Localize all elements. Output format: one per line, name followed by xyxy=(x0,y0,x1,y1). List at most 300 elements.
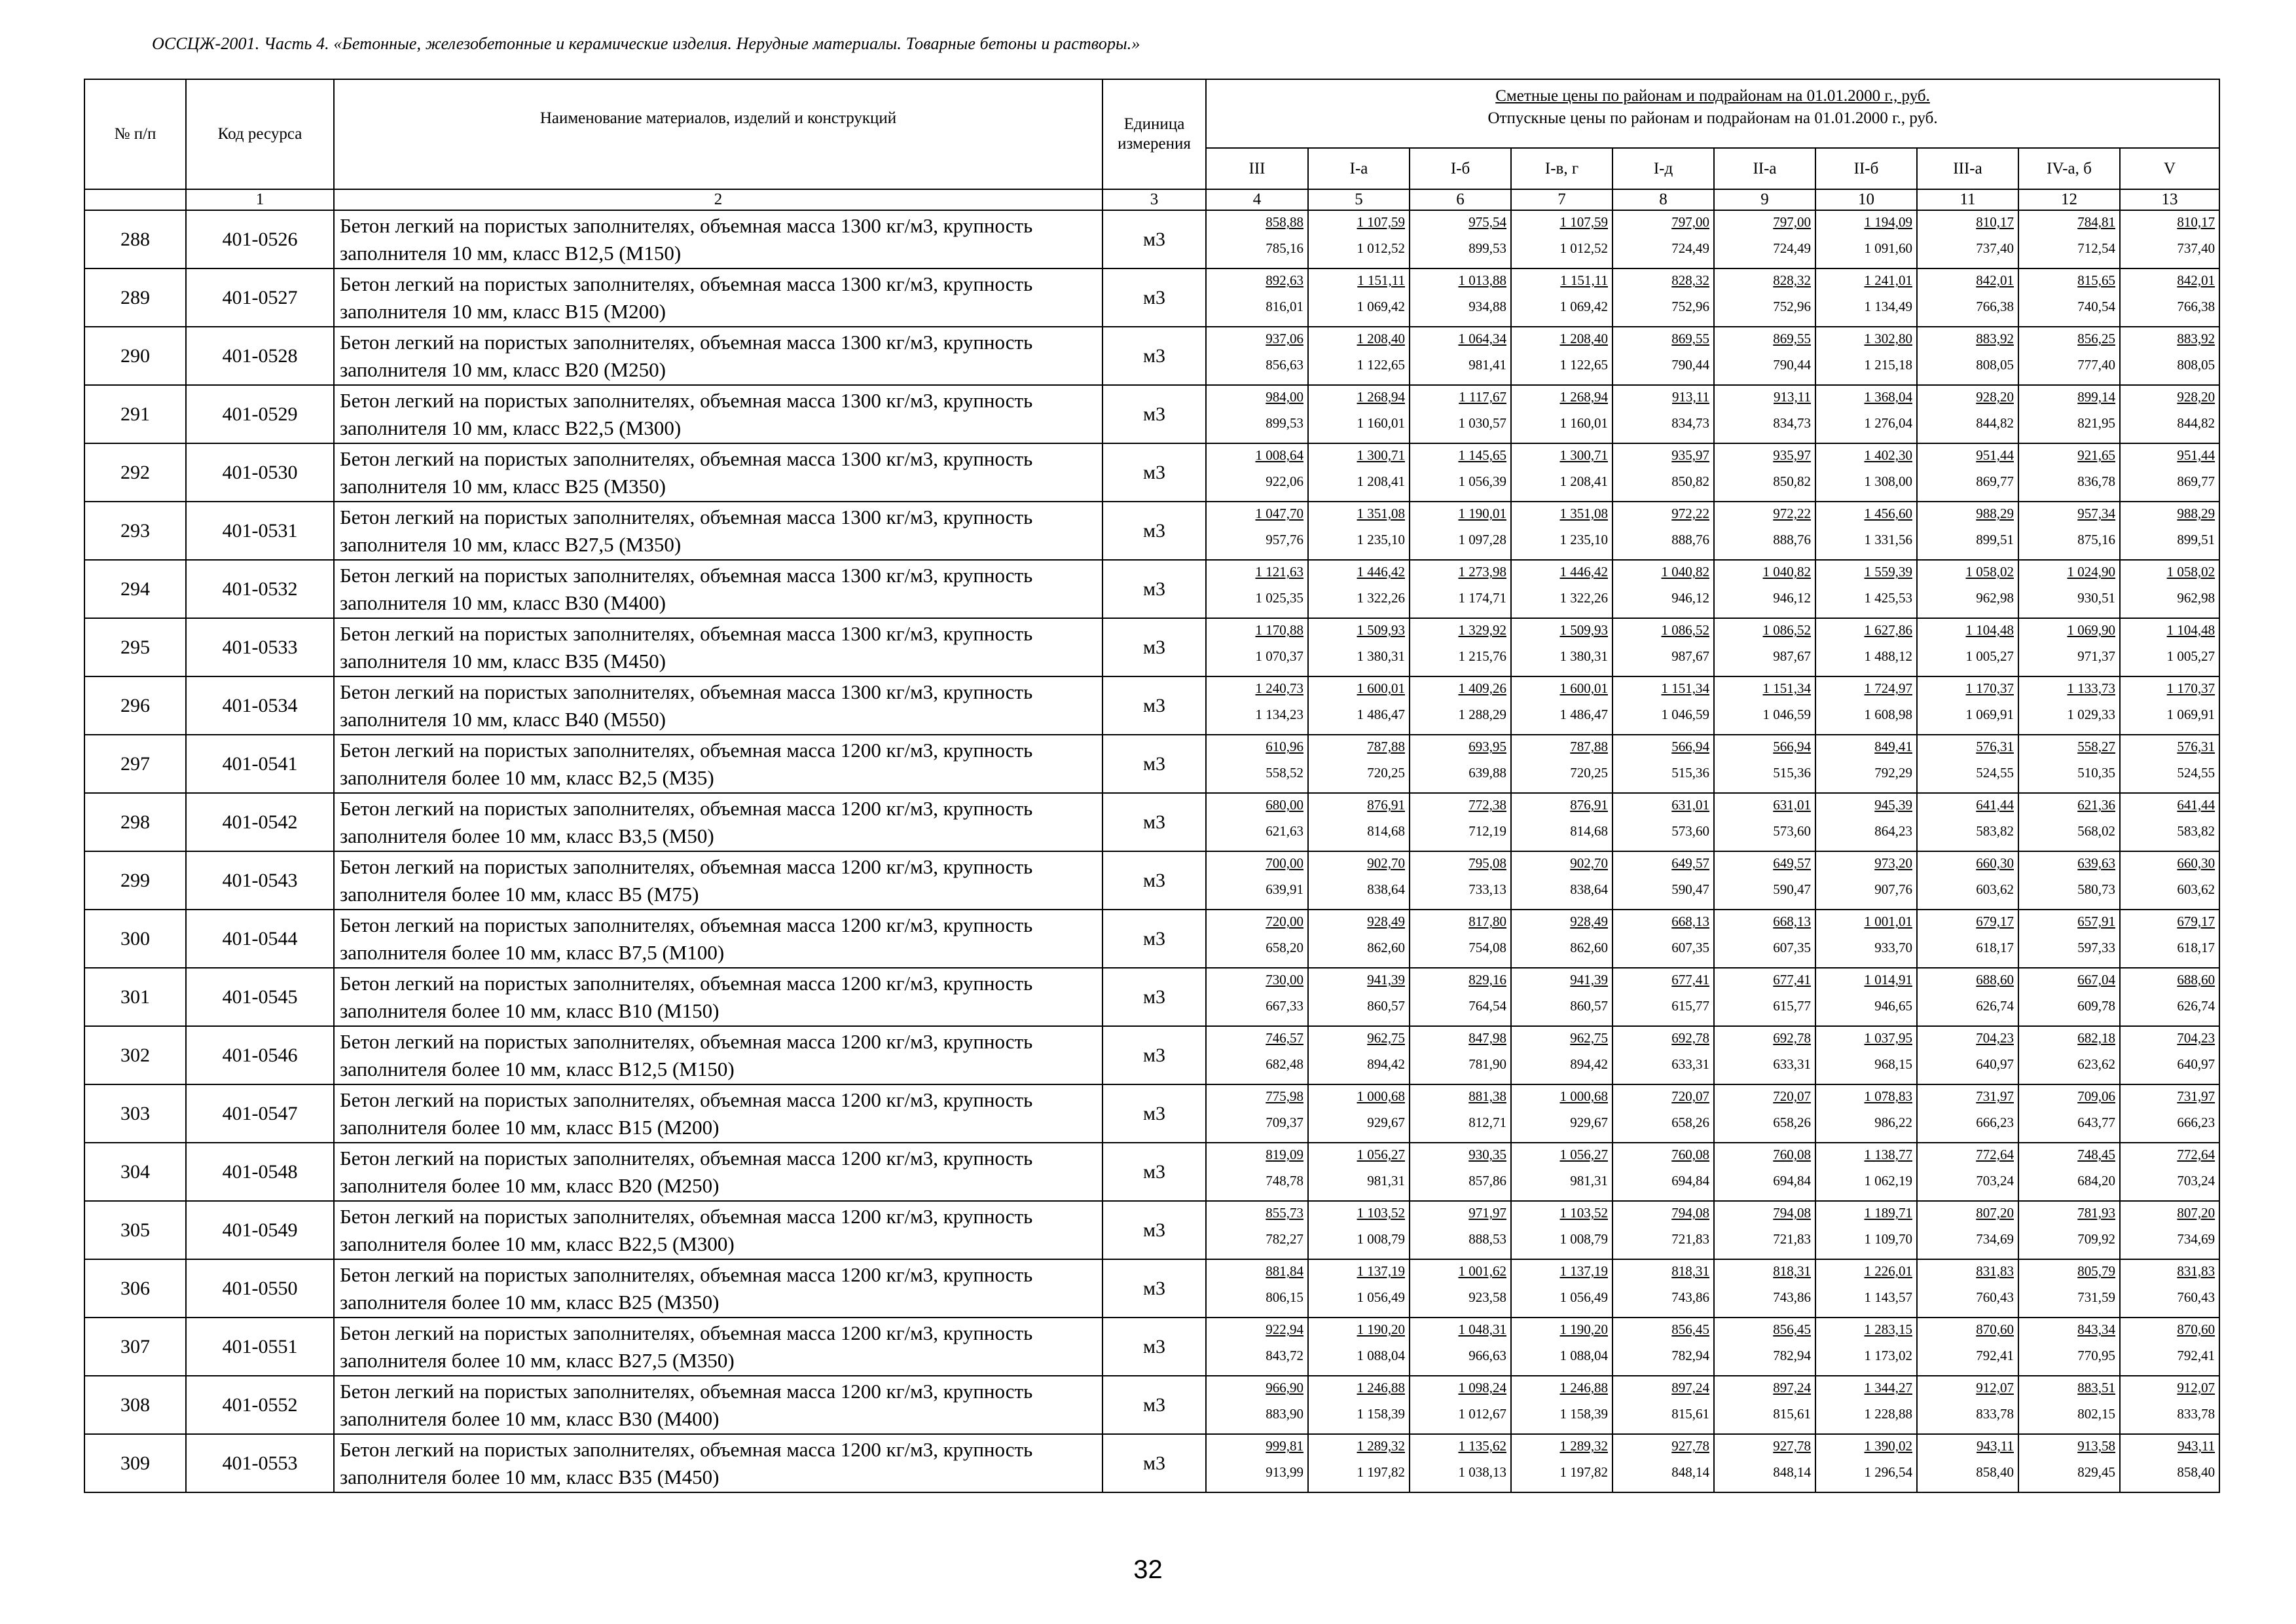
resource-code: 401-0530 xyxy=(186,443,334,502)
estimate-price: 1 151,34 xyxy=(1661,680,1709,696)
release-price: 1 012,52 xyxy=(1357,240,1405,256)
unit: м3 xyxy=(1102,1201,1206,1259)
estimate-price: 795,08 xyxy=(1468,855,1506,871)
estimate-price: 883,92 xyxy=(2177,331,2215,346)
price-cell xyxy=(2120,210,2219,268)
price-cell xyxy=(1410,676,1511,735)
release-price: 603,62 xyxy=(1976,881,2014,897)
price-cell xyxy=(1511,327,1613,385)
release-price: 838,64 xyxy=(1367,881,1405,897)
table-row xyxy=(84,910,2219,968)
release-price: 806,15 xyxy=(1266,1289,1303,1305)
estimate-price: 973,20 xyxy=(1874,855,1912,871)
estimate-price: 576,31 xyxy=(1976,739,2014,754)
price-cell xyxy=(1714,502,1815,560)
estimate-price: 962,75 xyxy=(1367,1030,1405,1046)
resource-code: 401-0545 xyxy=(186,968,334,1026)
release-price: 986,22 xyxy=(1874,1115,1912,1130)
estimate-price: 941,39 xyxy=(1570,972,1608,987)
row-number: 297 xyxy=(84,735,186,793)
release-price: 1 380,31 xyxy=(1357,648,1405,664)
release-price: 754,08 xyxy=(1468,940,1506,955)
col-header-num: № п/п xyxy=(84,79,186,189)
estimate-price: 1 190,20 xyxy=(1559,1321,1608,1337)
release-price: 609,78 xyxy=(2077,998,2115,1014)
price-cell xyxy=(1308,1026,1410,1084)
release-price: 1 012,67 xyxy=(1458,1406,1506,1422)
release-price: 1 122,65 xyxy=(1357,357,1405,373)
release-price: 658,26 xyxy=(1773,1115,1811,1130)
release-price: 860,57 xyxy=(1367,998,1405,1014)
release-price: 721,83 xyxy=(1671,1231,1709,1247)
price-cell xyxy=(1714,268,1815,327)
release-price: 515,36 xyxy=(1671,765,1709,781)
price-cell xyxy=(1917,385,2018,443)
release-price: 1 215,76 xyxy=(1458,648,1506,664)
price-cell xyxy=(2120,327,2219,385)
release-price: 790,44 xyxy=(1671,357,1709,373)
estimate-price: 818,31 xyxy=(1671,1263,1709,1279)
estimate-price: 639,63 xyxy=(2077,855,2115,871)
release-price: 1 228,88 xyxy=(1864,1406,1912,1422)
column-number: 4 xyxy=(1206,189,1308,210)
price-cell xyxy=(1308,210,1410,268)
estimate-price: 945,39 xyxy=(1874,797,1912,813)
unit: м3 xyxy=(1102,1434,1206,1492)
price-header-release: Отпускные цены по районам и подрайонам на 01.01.2000 г., руб. xyxy=(1487,109,1938,127)
price-cell xyxy=(1206,1318,1308,1376)
estimate-price: 748,45 xyxy=(2077,1147,2115,1162)
release-price: 781,90 xyxy=(1468,1056,1506,1072)
price-cell xyxy=(1714,793,1815,851)
estimate-price: 892,63 xyxy=(1266,272,1303,288)
price-cell xyxy=(2120,1318,2219,1376)
price-cell xyxy=(1714,1318,1815,1376)
unit: м3 xyxy=(1102,851,1206,910)
unit: м3 xyxy=(1102,1318,1206,1376)
release-price: 836,78 xyxy=(2077,473,2115,489)
release-price: 1 069,42 xyxy=(1559,299,1608,314)
price-cell xyxy=(1917,268,2018,327)
resource-code: 401-0546 xyxy=(186,1026,334,1084)
price-cell xyxy=(2018,1434,2120,1492)
price-cell xyxy=(1410,385,1511,443)
release-price: 743,86 xyxy=(1671,1289,1709,1305)
release-price: 883,90 xyxy=(1266,1406,1303,1422)
price-cell xyxy=(1917,851,2018,910)
estimate-price: 677,41 xyxy=(1773,972,1811,987)
release-price: 929,67 xyxy=(1570,1115,1608,1130)
table-row xyxy=(84,1084,2219,1143)
release-price: 1 091,60 xyxy=(1864,240,1912,256)
release-price: 864,23 xyxy=(1874,823,1912,839)
estimate-price: 772,64 xyxy=(1976,1147,2014,1162)
release-price: 869,77 xyxy=(2177,473,2215,489)
estimate-price: 881,38 xyxy=(1468,1088,1506,1104)
estimate-price: 1 170,88 xyxy=(1255,622,1303,638)
estimate-price: 1 246,88 xyxy=(1357,1380,1405,1395)
unit: м3 xyxy=(1102,1084,1206,1143)
release-price: 968,15 xyxy=(1874,1056,1912,1072)
estimate-price: 1 107,59 xyxy=(1357,214,1405,230)
estimate-price: 1 058,02 xyxy=(2166,564,2215,580)
release-price: 1 208,41 xyxy=(1357,473,1405,489)
price-cell xyxy=(1308,910,1410,968)
estimate-price: 621,36 xyxy=(2077,797,2115,813)
estimate-price: 688,60 xyxy=(1976,972,2014,987)
price-cell xyxy=(1917,1143,2018,1201)
release-price: 957,76 xyxy=(1266,532,1303,547)
price-cell xyxy=(1206,1434,1308,1492)
release-price: 766,38 xyxy=(1976,299,2014,314)
price-cell xyxy=(1206,968,1308,1026)
table-row xyxy=(84,793,2219,851)
release-price: 922,06 xyxy=(1266,473,1303,489)
release-price: 1 174,71 xyxy=(1458,590,1506,606)
price-cell xyxy=(2120,1026,2219,1084)
estimate-price: 810,17 xyxy=(1976,214,2014,230)
price-cell xyxy=(1511,910,1613,968)
estimate-price: 897,24 xyxy=(1773,1380,1811,1395)
material-name: Бетон легкий на пористых заполнителях, объемная масса 1200 кг/м3, крупность заполнителя более 10 мм, класс В15 (М200) xyxy=(334,1084,1102,1143)
estimate-price: 1 509,93 xyxy=(1559,622,1608,638)
unit: м3 xyxy=(1102,968,1206,1026)
estimate-price: 668,13 xyxy=(1773,913,1811,929)
column-number: 10 xyxy=(1815,189,1917,210)
price-cell xyxy=(1308,327,1410,385)
release-price: 1 143,57 xyxy=(1864,1289,1912,1305)
estimate-price: 988,29 xyxy=(1976,506,2014,521)
price-cell xyxy=(1613,268,1714,327)
estimate-price: 957,34 xyxy=(2077,506,2115,521)
resource-code: 401-0529 xyxy=(186,385,334,443)
release-price: 633,31 xyxy=(1671,1056,1709,1072)
region-header: V xyxy=(2120,148,2219,189)
release-price: 812,71 xyxy=(1468,1115,1506,1130)
estimate-price: 922,94 xyxy=(1266,1321,1303,1337)
price-cell xyxy=(1206,327,1308,385)
release-price: 1 012,52 xyxy=(1559,240,1608,256)
price-cell xyxy=(1308,1201,1410,1259)
estimate-price: 1 241,01 xyxy=(1864,272,1912,288)
row-number: 305 xyxy=(84,1201,186,1259)
estimate-price: 1 047,70 xyxy=(1255,506,1303,521)
estimate-price: 657,91 xyxy=(2077,913,2115,929)
estimate-price: 1 069,90 xyxy=(2067,622,2115,638)
estimate-price: 692,78 xyxy=(1773,1030,1811,1046)
estimate-price: 720,07 xyxy=(1671,1088,1709,1104)
price-cell xyxy=(1613,910,1714,968)
price-cell xyxy=(1815,1318,1917,1376)
price-cell xyxy=(2120,385,2219,443)
price-cell xyxy=(1714,618,1815,676)
estimate-price: 693,95 xyxy=(1468,739,1506,754)
release-price: 666,23 xyxy=(2177,1115,2215,1130)
release-price: 1 069,42 xyxy=(1357,299,1405,314)
release-price: 1 122,65 xyxy=(1559,357,1608,373)
price-cell xyxy=(1511,502,1613,560)
release-price: 1 380,31 xyxy=(1559,648,1608,664)
estimate-price: 576,31 xyxy=(2177,739,2215,754)
estimate-price: 1 351,08 xyxy=(1559,506,1608,521)
row-number: 304 xyxy=(84,1143,186,1201)
price-cell xyxy=(1714,1376,1815,1434)
release-price: 1 296,54 xyxy=(1864,1464,1912,1480)
price-cell xyxy=(1613,1259,1714,1318)
release-price: 946,12 xyxy=(1773,590,1811,606)
estimate-price: 943,11 xyxy=(1977,1438,2014,1454)
price-cell xyxy=(2018,502,2120,560)
estimate-price: 1 008,64 xyxy=(1255,447,1303,463)
estimate-price: 975,54 xyxy=(1468,214,1506,230)
estimate-price: 927,78 xyxy=(1773,1438,1811,1454)
price-cell xyxy=(2018,443,2120,502)
price-cell xyxy=(1613,502,1714,560)
estimate-price: 902,70 xyxy=(1367,855,1405,871)
release-price: 1 008,79 xyxy=(1559,1231,1608,1247)
estimate-price: 649,57 xyxy=(1773,855,1811,871)
row-number: 303 xyxy=(84,1084,186,1143)
row-number: 293 xyxy=(84,502,186,560)
release-price: 1 088,04 xyxy=(1559,1348,1608,1363)
estimate-price: 1 000,68 xyxy=(1559,1088,1608,1104)
estimate-price: 807,20 xyxy=(1976,1205,2014,1221)
estimate-price: 1 040,82 xyxy=(1661,564,1709,580)
estimate-price: 692,78 xyxy=(1671,1030,1709,1046)
release-price: 1 608,98 xyxy=(1864,707,1912,722)
price-cell xyxy=(1410,968,1511,1026)
release-price: 733,13 xyxy=(1468,881,1506,897)
estimate-price: 682,18 xyxy=(2077,1030,2115,1046)
estimate-price: 951,44 xyxy=(2177,447,2215,463)
resource-code: 401-0553 xyxy=(186,1434,334,1492)
price-cell xyxy=(1815,1434,1917,1492)
estimate-price: 760,08 xyxy=(1671,1147,1709,1162)
price-cell xyxy=(1308,618,1410,676)
price-cell xyxy=(2018,968,2120,1026)
price-cell xyxy=(1308,502,1410,560)
release-price: 782,94 xyxy=(1773,1348,1811,1363)
estimate-price: 1 329,92 xyxy=(1458,622,1506,638)
release-price: 981,31 xyxy=(1570,1173,1608,1189)
unit: м3 xyxy=(1102,502,1206,560)
estimate-price: 631,01 xyxy=(1773,797,1811,813)
release-price: 626,74 xyxy=(2177,998,2215,1014)
price-cell xyxy=(1511,443,1613,502)
estimate-price: 1 300,71 xyxy=(1357,447,1405,463)
estimate-price: 828,32 xyxy=(1773,272,1811,288)
estimate-price: 876,91 xyxy=(1367,797,1405,813)
region-header: III-а xyxy=(1917,148,2018,189)
column-number: 2 xyxy=(334,189,1102,210)
estimate-price: 937,06 xyxy=(1266,331,1303,346)
price-cell xyxy=(2120,735,2219,793)
release-price: 734,69 xyxy=(2177,1231,2215,1247)
release-price: 667,33 xyxy=(1266,998,1303,1014)
price-cell xyxy=(2120,1084,2219,1143)
release-price: 1 425,53 xyxy=(1864,590,1912,606)
estimate-price: 1 151,11 xyxy=(1560,272,1608,288)
unit: м3 xyxy=(1102,327,1206,385)
price-cell xyxy=(1714,676,1815,735)
estimate-price: 913,11 xyxy=(1774,389,1811,405)
row-number: 292 xyxy=(84,443,186,502)
price-cell xyxy=(2120,968,2219,1026)
release-price: 1 486,47 xyxy=(1357,707,1405,722)
price-cell xyxy=(1714,560,1815,618)
price-cell xyxy=(1206,268,1308,327)
estimate-price: 566,94 xyxy=(1671,739,1709,754)
resource-code: 401-0527 xyxy=(186,268,334,327)
estimate-price: 787,88 xyxy=(1367,739,1405,754)
price-cell xyxy=(1815,327,1917,385)
price-cell xyxy=(1917,1318,2018,1376)
release-price: 934,88 xyxy=(1468,299,1506,314)
estimate-price: 1 246,88 xyxy=(1559,1380,1608,1395)
estimate-price: 935,97 xyxy=(1773,447,1811,463)
table-row xyxy=(84,676,2219,735)
release-price: 971,37 xyxy=(2077,648,2115,664)
price-cell xyxy=(1511,735,1613,793)
release-price: 1 308,00 xyxy=(1864,473,1912,489)
release-price: 1 109,70 xyxy=(1864,1231,1912,1247)
price-cell xyxy=(2018,327,2120,385)
estimate-price: 1 368,04 xyxy=(1864,389,1912,405)
resource-code: 401-0547 xyxy=(186,1084,334,1143)
price-cell xyxy=(1206,1084,1308,1143)
price-cell xyxy=(1206,1259,1308,1318)
table-row xyxy=(84,502,2219,560)
release-price: 618,17 xyxy=(1976,940,2014,955)
column-number: 9 xyxy=(1714,189,1815,210)
release-price: 615,77 xyxy=(1773,998,1811,1014)
region-header: I-б xyxy=(1410,148,1511,189)
release-price: 848,14 xyxy=(1671,1464,1709,1480)
price-cell xyxy=(1410,327,1511,385)
estimate-price: 818,31 xyxy=(1773,1263,1811,1279)
row-number: 295 xyxy=(84,618,186,676)
table-row xyxy=(84,1201,2219,1259)
material-name: Бетон легкий на пористых заполнителях, объемная масса 1300 кг/м3, крупность заполнителя 10 мм, класс В40 (М550) xyxy=(334,676,1102,735)
estimate-price: 731,97 xyxy=(1976,1088,2014,1104)
estimate-price: 641,44 xyxy=(2177,797,2215,813)
price-cell xyxy=(2120,910,2219,968)
estimate-price: 842,01 xyxy=(1976,272,2014,288)
row-number: 298 xyxy=(84,793,186,851)
release-price: 857,86 xyxy=(1468,1173,1506,1189)
estimate-price: 1 170,37 xyxy=(2166,680,2215,696)
estimate-price: 962,75 xyxy=(1570,1030,1608,1046)
estimate-price: 660,30 xyxy=(2177,855,2215,871)
release-price: 524,55 xyxy=(1976,765,2014,781)
release-price: 987,67 xyxy=(1773,648,1811,664)
price-cell xyxy=(2018,268,2120,327)
price-cell xyxy=(1917,910,2018,968)
table-row xyxy=(84,1376,2219,1434)
row-number: 291 xyxy=(84,385,186,443)
price-cell xyxy=(1613,1026,1714,1084)
price-cell xyxy=(1917,1259,2018,1318)
release-price: 856,63 xyxy=(1266,357,1303,373)
price-cell xyxy=(1511,1434,1613,1492)
estimate-price: 843,34 xyxy=(2077,1321,2115,1337)
release-price: 515,36 xyxy=(1773,765,1811,781)
release-price: 838,64 xyxy=(1570,881,1608,897)
price-cell xyxy=(2120,676,2219,735)
price-cell xyxy=(1511,1376,1613,1434)
unit: м3 xyxy=(1102,560,1206,618)
row-number: 294 xyxy=(84,560,186,618)
price-cell xyxy=(1410,1259,1511,1318)
release-price: 923,58 xyxy=(1468,1289,1506,1305)
col-header-unit: Единица измерения xyxy=(1102,79,1206,189)
table-row xyxy=(84,560,2219,618)
price-cell xyxy=(1714,1026,1815,1084)
release-price: 1 488,12 xyxy=(1864,648,1912,664)
table-row xyxy=(84,385,2219,443)
release-price: 858,40 xyxy=(1976,1464,2014,1480)
estimate-price: 883,51 xyxy=(2077,1380,2115,1395)
release-price: 640,97 xyxy=(1976,1056,2014,1072)
price-cell xyxy=(1206,676,1308,735)
price-cell xyxy=(1410,1376,1511,1434)
table-row xyxy=(84,327,2219,385)
resource-code: 401-0528 xyxy=(186,327,334,385)
release-price: 764,54 xyxy=(1468,998,1506,1014)
estimate-price: 883,92 xyxy=(1976,331,2014,346)
material-name: Бетон легкий на пористых заполнителях, объемная масса 1300 кг/м3, крупность заполнителя 10 мм, класс В35 (М450) xyxy=(334,618,1102,676)
price-cell xyxy=(1410,1026,1511,1084)
estimate-price: 1 289,32 xyxy=(1559,1438,1608,1454)
estimate-price: 1 103,52 xyxy=(1357,1205,1405,1221)
price-cell xyxy=(2120,1434,2219,1492)
price-cell xyxy=(1815,676,1917,735)
estimate-price: 667,04 xyxy=(2077,972,2115,987)
unit: м3 xyxy=(1102,385,1206,443)
release-price: 899,53 xyxy=(1266,415,1303,431)
price-cell xyxy=(1613,1143,1714,1201)
estimate-price: 1 151,11 xyxy=(1357,272,1405,288)
price-cell xyxy=(1613,618,1714,676)
release-price: 643,77 xyxy=(2077,1115,2115,1130)
release-price: 658,20 xyxy=(1266,940,1303,955)
price-cell xyxy=(1206,1026,1308,1084)
release-price: 731,59 xyxy=(2077,1289,2115,1305)
estimate-price: 746,57 xyxy=(1266,1030,1303,1046)
material-name: Бетон легкий на пористых заполнителях, объемная масса 1200 кг/м3, крупность заполнителя более 10 мм, класс В12,5 (М150) xyxy=(334,1026,1102,1084)
release-price: 894,42 xyxy=(1367,1056,1405,1072)
release-price: 946,12 xyxy=(1671,590,1709,606)
release-price: 1 160,01 xyxy=(1357,415,1405,431)
estimate-price: 1 037,95 xyxy=(1864,1030,1912,1046)
release-price: 850,82 xyxy=(1671,473,1709,489)
price-cell xyxy=(1206,618,1308,676)
price-cell xyxy=(1815,793,1917,851)
price-cell xyxy=(1206,735,1308,793)
release-price: 639,91 xyxy=(1266,881,1303,897)
release-price: 752,96 xyxy=(1773,299,1811,314)
column-number: 3 xyxy=(1102,189,1206,210)
price-cell xyxy=(1511,1259,1613,1318)
region-header: II-а xyxy=(1714,148,1815,189)
release-price: 860,57 xyxy=(1570,998,1608,1014)
estimate-price: 787,88 xyxy=(1570,739,1608,754)
material-name: Бетон легкий на пористых заполнителях, объемная масса 1300 кг/м3, крупность заполнителя 10 мм, класс В15 (М200) xyxy=(334,268,1102,327)
release-price: 808,05 xyxy=(2177,357,2215,373)
release-price: 1 088,04 xyxy=(1357,1348,1405,1363)
release-price: 1 331,56 xyxy=(1864,532,1912,547)
estimate-price: 668,13 xyxy=(1671,913,1709,929)
